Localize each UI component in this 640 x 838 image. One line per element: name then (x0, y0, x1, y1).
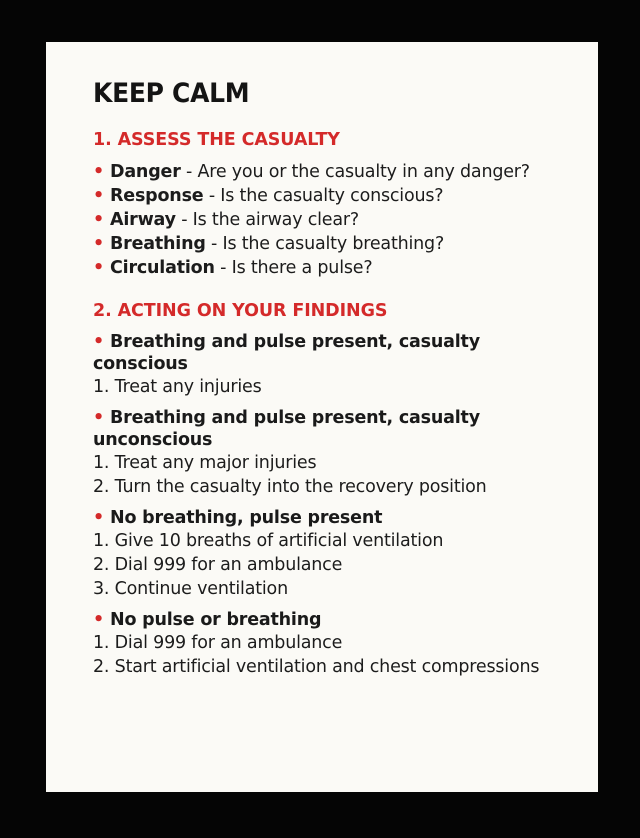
scenario-step: 2. Dial 999 for an ambulance (93, 555, 343, 575)
section-heading-findings: 2. ACTING ON YOUR FINDINGS (93, 301, 388, 321)
list-item-text: - Are you or the casualty in any danger? (180, 162, 530, 182)
scenario-step: 2. Start artificial ventilation and chest compressions (93, 657, 540, 677)
scenario-block (93, 407, 568, 499)
scenario-step: 1. Treat any injuries (93, 377, 262, 397)
bullet-icon: • (93, 332, 104, 352)
list-item-text: - Is the airway clear? (175, 210, 359, 230)
list-item-text: - Is the casualty conscious? (203, 186, 444, 206)
bullet-icon: • (93, 186, 104, 206)
scenario-title: • Breathing and pulse present, casualty conscious (93, 332, 480, 374)
scenario-step: 3. Continue ventilation (93, 579, 288, 599)
bullet-icon: • (93, 234, 104, 254)
list-item (93, 184, 568, 208)
scenario-step: 1. Treat any major injuries (93, 453, 317, 473)
list-item-term: Airway (110, 210, 176, 230)
scenario-title: • No pulse or breathing (93, 610, 322, 630)
bullet-icon: • (93, 508, 104, 528)
scenario-step: 1. Give 10 breaths of artificial ventilation (93, 531, 444, 551)
list-item (93, 232, 568, 256)
first-aid-card (46, 42, 598, 792)
bullet-icon: • (93, 162, 104, 182)
bullet-icon: • (93, 610, 104, 630)
assess-list (93, 160, 568, 280)
list-item (93, 208, 568, 232)
scenario-step: 1. Dial 999 for an ambulance (93, 633, 343, 653)
list-item-term: Circulation (110, 258, 215, 278)
list-item-text: - Is the casualty breathing? (205, 234, 445, 254)
scenario-step: 2. Turn the casualty into the recovery position (93, 477, 487, 497)
scenario-title: • No breathing, pulse present (93, 508, 383, 528)
list-item-term: Response (110, 186, 204, 206)
list-item (93, 160, 568, 184)
list-item (93, 256, 568, 280)
bullet-icon: • (93, 210, 104, 230)
list-item-term: Breathing (110, 234, 206, 254)
scenario-title: • Breathing and pulse present, casualty unconscious (93, 408, 480, 450)
list-item-term: Danger (110, 162, 181, 182)
bullet-icon: • (93, 258, 104, 278)
page-title: KEEP CALM (93, 78, 250, 109)
scenario-block (93, 609, 568, 679)
section-heading-assess: 1. ASSESS THE CASUALTY (93, 130, 340, 150)
scenario-block (93, 507, 568, 601)
bullet-icon: • (93, 408, 104, 428)
scenario-block (93, 331, 568, 399)
list-item-text: - Is there a pulse? (214, 258, 373, 278)
